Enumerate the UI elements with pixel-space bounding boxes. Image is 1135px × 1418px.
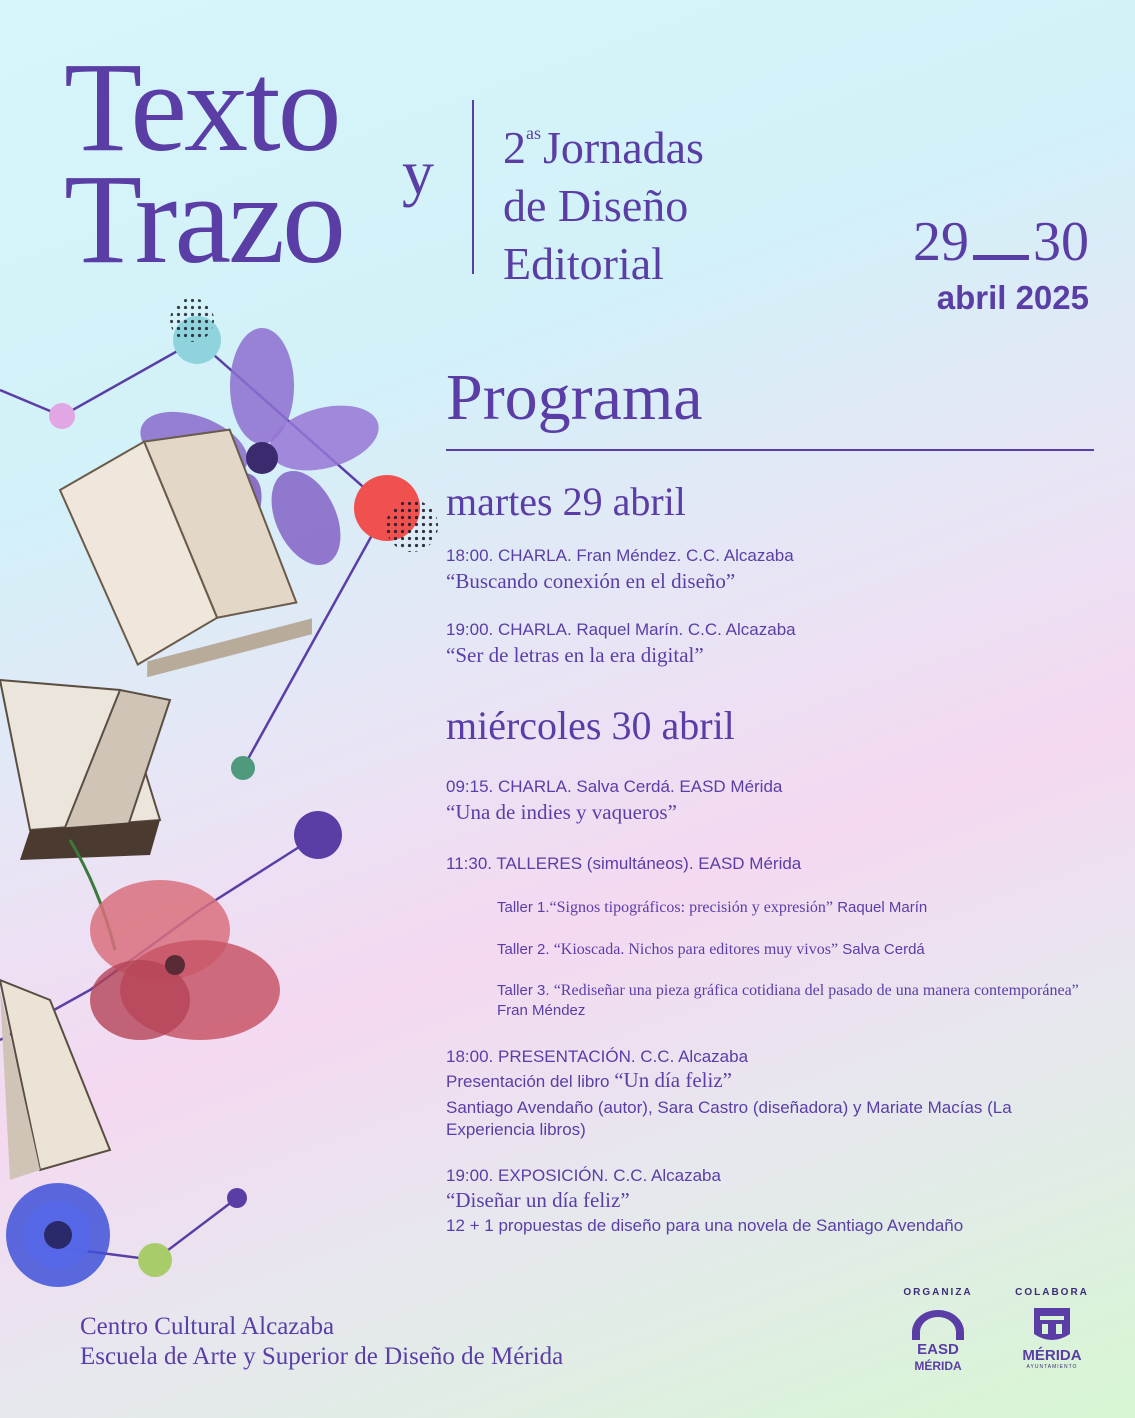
subtitle bbox=[503, 104, 704, 293]
organiza-logo bbox=[898, 1287, 978, 1374]
date-end: 30 bbox=[1033, 211, 1089, 273]
day1-event1-head: 18:00. CHARLA. Fran Méndez. C.C. Alcazaba bbox=[446, 546, 794, 565]
title-texto: Texto bbox=[64, 36, 339, 178]
taller-2: Taller 2. “Kioscada. Nichos para editores muy vivos” Salva Cerdá bbox=[497, 941, 925, 958]
dates-month-year: abril 2025 bbox=[936, 279, 1089, 316]
node-green bbox=[231, 756, 255, 780]
red-flower bbox=[90, 880, 280, 1040]
colabora-label: COLABORA bbox=[1015, 1287, 1089, 1298]
merida-shield-icon bbox=[1012, 1304, 1092, 1348]
day2-event4-text: 12 + 1 propuestas de diseño para una novela de Santiago Avendaño bbox=[446, 1216, 964, 1235]
footer-venues bbox=[80, 1312, 563, 1372]
colabora-logo bbox=[1012, 1287, 1092, 1370]
organiza-label: ORGANIZA bbox=[903, 1287, 973, 1298]
merida-word: MÉRIDA bbox=[1022, 1347, 1082, 1364]
day2-event3-head: 18:00. PRESENTACIÓN. C.C. Alcazaba bbox=[446, 1047, 749, 1066]
dates-range bbox=[913, 212, 1089, 272]
day2-event1-head: 09:15. CHARLA. Salva Cerdá. EASD Mérida bbox=[446, 777, 783, 796]
title-y: y bbox=[402, 137, 434, 208]
decorative-illustration bbox=[0, 290, 440, 1300]
day2-event3-intro: Presentación del libro “Un día feliz” bbox=[446, 1068, 732, 1092]
title-divider bbox=[472, 100, 474, 274]
book-middle bbox=[0, 680, 170, 860]
day1-heading: martes 29 abril bbox=[446, 479, 686, 524]
day2-event4-title: “Diseñar un día feliz” bbox=[446, 1188, 630, 1212]
node-pink bbox=[49, 403, 75, 429]
footer-line2: Escuela de Arte y Superior de Diseño de Mérida bbox=[80, 1343, 564, 1370]
day1-event2-title: “Ser de letras en la era digital” bbox=[446, 643, 704, 667]
node-dots-red bbox=[386, 500, 438, 552]
day2-event2-head: 11:30. TALLERES (simultáneos). EASD Mérida bbox=[446, 854, 802, 873]
day1-event1-title: “Buscando conexión en el diseño” bbox=[446, 569, 736, 593]
easd-merida-word: MÉRIDA bbox=[914, 1359, 962, 1373]
day2-event3-people: Santiago Avendaño (autor), Sara Castro (diseñadora) y Mariate Macías (La Experiencia libros) bbox=[446, 1098, 1012, 1139]
day2-event4-head: 19:00. EXPOSICIÓN. C.C. Alcazaba bbox=[446, 1166, 721, 1185]
title-trazo: Trazo bbox=[64, 148, 343, 290]
day2-event1-title: “Una de indies y vaqueros” bbox=[446, 800, 677, 824]
node-lime bbox=[138, 1243, 172, 1277]
date-start: 29 bbox=[913, 211, 969, 273]
blue-flower bbox=[6, 1183, 110, 1287]
event-dates bbox=[913, 212, 1089, 318]
subtitle-line1: $2^{as}Jornadas$ bbox=[503, 122, 704, 173]
easd-arch-icon bbox=[898, 1306, 978, 1342]
dates-dash bbox=[973, 255, 1029, 260]
subtitle-line2: de Diseño bbox=[503, 180, 689, 231]
node-purple-small bbox=[227, 1188, 247, 1208]
easd-word: EASD bbox=[917, 1341, 959, 1358]
node-purple-large bbox=[294, 811, 342, 859]
footer-line1: Centro Cultural Alcazaba bbox=[80, 1313, 335, 1340]
merida-sub: AYUNTAMIENTO bbox=[1026, 1364, 1078, 1370]
day2-heading: miércoles 30 abril bbox=[446, 703, 735, 748]
day1-event2-head: 19:00. CHARLA. Raquel Marín. C.C. Alcazaba bbox=[446, 620, 796, 639]
node-dots-top bbox=[170, 298, 214, 342]
taller-1: Taller 1.“Signos tipográficos: precisión y expresión” Raquel Marín bbox=[497, 899, 928, 916]
program-divider bbox=[446, 449, 1094, 451]
program-title: Programa bbox=[446, 361, 703, 434]
subtitle-line3: Editorial bbox=[503, 238, 664, 289]
taller-3: Taller 3. “Rediseñar una pieza gráfica cotidiana del pasado de una manera contemporánea” Fran Méndez bbox=[497, 982, 1079, 1019]
